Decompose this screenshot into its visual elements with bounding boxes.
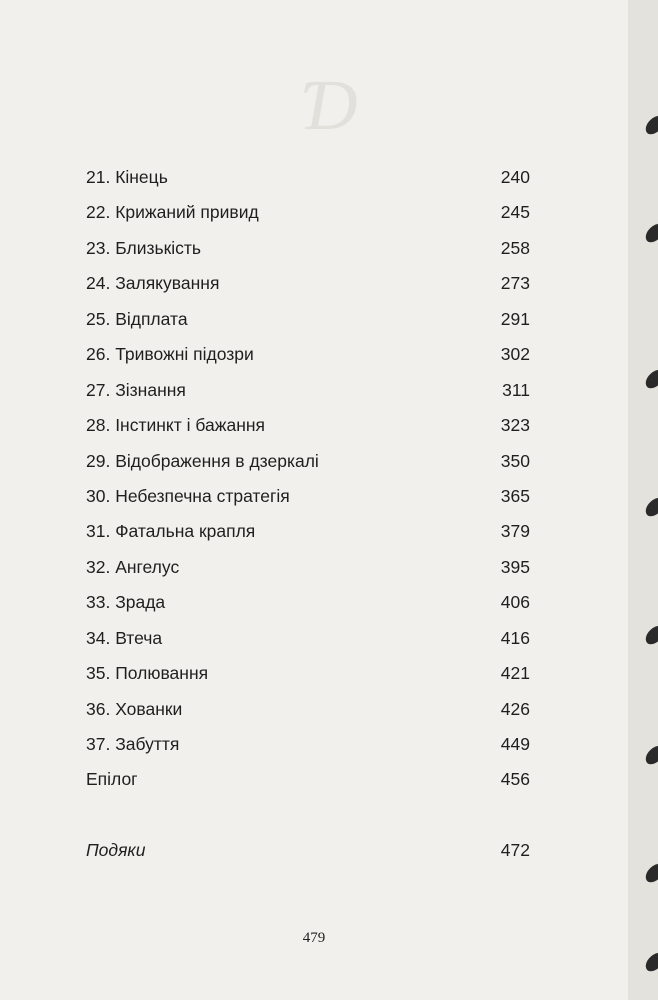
toc-entry-page: 449 xyxy=(500,734,530,754)
toc-entry-epilogue xyxy=(86,762,530,797)
toc-entry-page: 379 xyxy=(500,521,530,542)
toc-entry-page: 273 xyxy=(500,273,530,294)
toc-entry-title: 26. Тривожні підозри xyxy=(86,344,254,365)
toc-entry-title: 31. Фатальна крапля xyxy=(86,521,256,542)
toc-entry-title: 30. Небезпечна стратегія xyxy=(86,485,290,506)
toc-entry xyxy=(86,160,530,195)
toc-entry-title: 32. Ангелус xyxy=(86,556,180,577)
toc-entry xyxy=(86,550,530,585)
toc-entry-title: 28. Інстинкт і бажання xyxy=(86,415,265,436)
toc-entry-page: 365 xyxy=(500,485,530,506)
toc-entry-title: 27. Зізнання xyxy=(86,379,186,400)
leaf-icon xyxy=(642,623,658,647)
toc-entry-title: 24. Залякування xyxy=(86,273,220,294)
toc-entry xyxy=(86,408,530,443)
leaf-icon xyxy=(642,495,658,519)
toc-entry-title: 35. Полювання xyxy=(86,663,209,684)
toc-entry-page: 258 xyxy=(500,237,530,258)
toc-entry xyxy=(86,195,530,230)
leaf-icon xyxy=(642,113,658,137)
toc-entry xyxy=(86,444,530,479)
toc-entry-page: 421 xyxy=(500,663,530,684)
toc-entry-title: 33. Зрада xyxy=(86,592,166,613)
toc-entry-title: 25. Відплата xyxy=(86,308,188,329)
toc-entry xyxy=(86,373,530,408)
leaf-icon xyxy=(642,743,658,767)
toc-entry-title: 22. Крижаний привид xyxy=(86,202,259,223)
toc-entry-page: 311 xyxy=(502,379,530,400)
toc-entry xyxy=(86,621,530,656)
leaf-icon xyxy=(642,367,658,391)
toc-entry-page: 291 xyxy=(500,308,530,329)
toc-entry-title: 29. Відображення в дзеркалі xyxy=(86,450,319,471)
toc-entry-title: 23. Близькість xyxy=(86,237,202,258)
toc-entry-title: Подяки xyxy=(86,839,146,860)
toc-entry-page: 350 xyxy=(500,450,530,471)
toc-entry-page: 302 xyxy=(500,344,530,365)
show-through-art: Ɗ xyxy=(301,65,359,145)
toc-entry-page: 456 xyxy=(500,769,530,790)
toc-entry-page: 472 xyxy=(500,839,530,860)
page-number: 479 xyxy=(302,930,326,946)
toc-entry-acknowledgements xyxy=(86,833,530,868)
toc-entry-title: 36. Хованки xyxy=(86,698,183,719)
toc-entry xyxy=(86,302,530,337)
toc-entry-page: 395 xyxy=(500,556,530,577)
toc-entry xyxy=(86,266,530,301)
toc-entry-page: 323 xyxy=(500,415,530,436)
toc-entry xyxy=(86,727,530,762)
show-through-background xyxy=(180,65,480,145)
toc-entry-page: 245 xyxy=(500,202,530,223)
toc-entry-page: 416 xyxy=(500,627,530,648)
toc-entry xyxy=(86,656,530,691)
toc-entry-title: Епілог xyxy=(86,769,138,790)
toc-entry-page: 240 xyxy=(500,167,530,187)
toc-entry-page: 426 xyxy=(500,698,530,719)
toc-entry xyxy=(86,337,530,372)
toc-entry xyxy=(86,479,530,514)
toc-entry xyxy=(86,231,530,266)
leaf-icon xyxy=(642,950,658,974)
toc-entry-title: 34. Втеча xyxy=(86,627,163,648)
toc-entry-page: 406 xyxy=(500,592,530,613)
toc-entry xyxy=(86,692,530,727)
toc-entry xyxy=(86,514,530,549)
toc-entry-title: 37. Забуття xyxy=(86,734,180,754)
leaf-icon xyxy=(642,861,658,885)
table-of-contents xyxy=(86,160,530,868)
toc-entry xyxy=(86,585,530,620)
toc-entry-title: 21. Кінець xyxy=(86,167,168,187)
leaf-icon xyxy=(642,221,658,245)
book-edge-decoration xyxy=(628,0,658,1000)
